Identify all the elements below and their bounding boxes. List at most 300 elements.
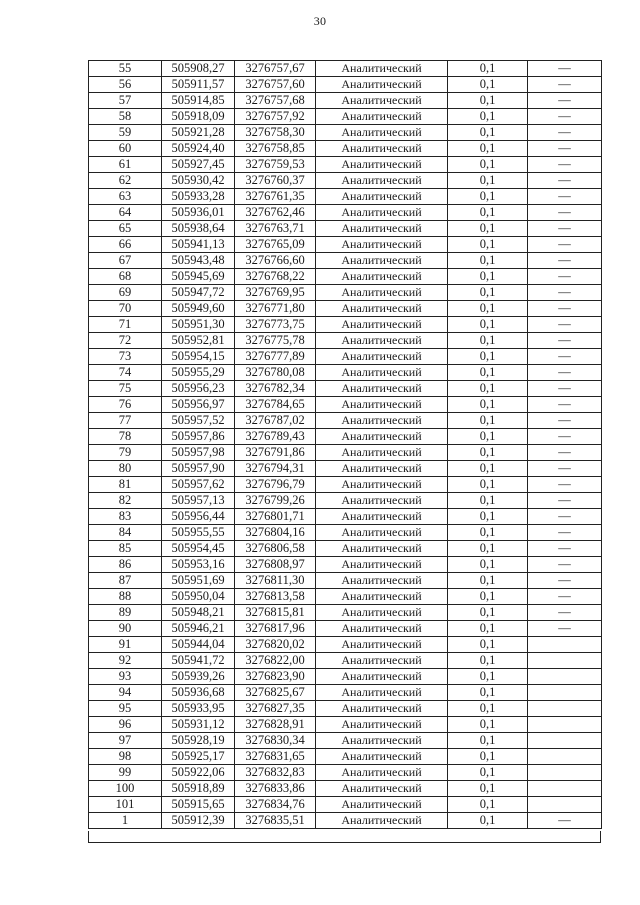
table-row [89,189,602,205]
note-cell: — [528,509,602,525]
accuracy-cell: 0,1 [448,333,528,349]
table-row [89,237,602,253]
note-cell [528,797,602,813]
method-cell: Аналитический [316,157,448,173]
method-cell: Аналитический [316,381,448,397]
accuracy-cell: 0,1 [448,61,528,77]
x-coordinate-cell: 505948,21 [162,605,235,621]
note-cell: — [528,93,602,109]
note-cell [528,749,602,765]
y-coordinate-cell: 3276768,22 [235,269,316,285]
method-cell: Аналитический [316,461,448,477]
accuracy-cell: 0,1 [448,349,528,365]
x-coordinate-cell: 505911,57 [162,77,235,93]
accuracy-cell: 0,1 [448,173,528,189]
accuracy-cell: 0,1 [448,253,528,269]
point-number-cell: 94 [89,685,162,701]
method-cell: Аналитический [316,173,448,189]
table-row [89,589,602,605]
method-cell: Аналитический [316,269,448,285]
point-number-cell: 93 [89,669,162,685]
y-coordinate-cell: 3276757,68 [235,93,316,109]
x-coordinate-cell: 505922,06 [162,765,235,781]
x-coordinate-cell: 505936,01 [162,205,235,221]
accuracy-cell: 0,1 [448,285,528,301]
note-cell: — [528,397,602,413]
accuracy-cell: 0,1 [448,429,528,445]
x-coordinate-cell: 505949,60 [162,301,235,317]
method-cell: Аналитический [316,685,448,701]
method-cell: Аналитический [316,333,448,349]
table-row [89,701,602,717]
point-number-cell: 95 [89,701,162,717]
table-row [89,77,602,93]
x-coordinate-cell: 505955,29 [162,365,235,381]
note-cell [528,653,602,669]
note-cell [528,685,602,701]
note-cell: — [528,333,602,349]
point-number-cell: 80 [89,461,162,477]
coordinates-table-body [89,61,602,829]
table-row [89,381,602,397]
y-coordinate-cell: 3276804,16 [235,525,316,541]
x-coordinate-cell: 505955,55 [162,525,235,541]
note-cell: — [528,461,602,477]
table-row [89,717,602,733]
table-row [89,269,602,285]
table-row [89,733,602,749]
x-coordinate-cell: 505943,48 [162,253,235,269]
method-cell: Аналитический [316,221,448,237]
method-cell: Аналитический [316,109,448,125]
x-coordinate-cell: 505924,40 [162,141,235,157]
method-cell: Аналитический [316,781,448,797]
point-number-cell: 78 [89,429,162,445]
method-cell: Аналитический [316,765,448,781]
accuracy-cell: 0,1 [448,125,528,141]
y-coordinate-cell: 3276765,09 [235,237,316,253]
point-number-cell: 74 [89,365,162,381]
accuracy-cell: 0,1 [448,205,528,221]
accuracy-cell: 0,1 [448,317,528,333]
point-number-cell: 99 [89,765,162,781]
table-row [89,797,602,813]
accuracy-cell: 0,1 [448,157,528,173]
method-cell: Аналитический [316,301,448,317]
y-coordinate-cell: 3276808,97 [235,557,316,573]
point-number-cell: 73 [89,349,162,365]
accuracy-cell: 0,1 [448,749,528,765]
y-coordinate-cell: 3276757,92 [235,109,316,125]
note-cell: — [528,157,602,173]
note-cell: — [528,173,602,189]
y-coordinate-cell: 3276794,31 [235,461,316,477]
table-row [89,349,602,365]
note-cell: — [528,189,602,205]
method-cell: Аналитический [316,77,448,93]
y-coordinate-cell: 3276823,90 [235,669,316,685]
accuracy-cell: 0,1 [448,189,528,205]
x-coordinate-cell: 505939,26 [162,669,235,685]
method-cell: Аналитический [316,413,448,429]
note-cell: — [528,445,602,461]
point-number-cell: 92 [89,653,162,669]
table-row [89,429,602,445]
method-cell: Аналитический [316,797,448,813]
y-coordinate-cell: 3276796,79 [235,477,316,493]
y-coordinate-cell: 3276757,60 [235,77,316,93]
method-cell: Аналитический [316,93,448,109]
y-coordinate-cell: 3276761,35 [235,189,316,205]
table-row [89,477,602,493]
note-cell: — [528,237,602,253]
table-row [89,653,602,669]
y-coordinate-cell: 3276762,46 [235,205,316,221]
point-number-cell: 85 [89,541,162,557]
point-number-cell: 70 [89,301,162,317]
method-cell: Аналитический [316,525,448,541]
point-number-cell: 68 [89,269,162,285]
table-row [89,317,602,333]
note-cell: — [528,317,602,333]
method-cell: Аналитический [316,205,448,221]
table-row [89,109,602,125]
point-number-cell: 66 [89,237,162,253]
y-coordinate-cell: 3276791,86 [235,445,316,461]
x-coordinate-cell: 505952,81 [162,333,235,349]
x-coordinate-cell: 505946,21 [162,621,235,637]
table-row [89,285,602,301]
x-coordinate-cell: 505945,69 [162,269,235,285]
point-number-cell: 98 [89,749,162,765]
y-coordinate-cell: 3276825,67 [235,685,316,701]
point-number-cell: 87 [89,573,162,589]
note-cell: — [528,349,602,365]
y-coordinate-cell: 3276832,83 [235,765,316,781]
note-cell: — [528,61,602,77]
accuracy-cell: 0,1 [448,77,528,93]
accuracy-cell: 0,1 [448,445,528,461]
note-cell: — [528,269,602,285]
y-coordinate-cell: 3276817,96 [235,621,316,637]
accuracy-cell: 0,1 [448,589,528,605]
y-coordinate-cell: 3276758,30 [235,125,316,141]
page-number: 30 [313,14,327,28]
method-cell: Аналитический [316,493,448,509]
method-cell: Аналитический [316,557,448,573]
method-cell: Аналитический [316,141,448,157]
table-row [89,397,602,413]
note-cell [528,669,602,685]
y-coordinate-cell: 3276784,65 [235,397,316,413]
x-coordinate-cell: 505930,42 [162,173,235,189]
x-coordinate-cell: 505954,15 [162,349,235,365]
table-row [89,557,602,573]
note-cell: — [528,285,602,301]
accuracy-cell: 0,1 [448,141,528,157]
x-coordinate-cell: 505957,90 [162,461,235,477]
accuracy-cell: 0,1 [448,93,528,109]
method-cell: Аналитический [316,349,448,365]
point-number-cell: 59 [89,125,162,141]
accuracy-cell: 0,1 [448,109,528,125]
table-row [89,253,602,269]
y-coordinate-cell: 3276766,60 [235,253,316,269]
point-number-cell: 82 [89,493,162,509]
y-coordinate-cell: 3276820,02 [235,637,316,653]
method-cell: Аналитический [316,701,448,717]
table-row [89,813,602,829]
x-coordinate-cell: 505947,72 [162,285,235,301]
note-cell: — [528,253,602,269]
point-number-cell: 62 [89,173,162,189]
note-cell: — [528,301,602,317]
accuracy-cell: 0,1 [448,573,528,589]
method-cell: Аналитический [316,653,448,669]
x-coordinate-cell: 505921,28 [162,125,235,141]
x-coordinate-cell: 505953,16 [162,557,235,573]
note-cell: — [528,525,602,541]
accuracy-cell: 0,1 [448,461,528,477]
table-row [89,685,602,701]
accuracy-cell: 0,1 [448,717,528,733]
y-coordinate-cell: 3276822,00 [235,653,316,669]
method-cell: Аналитический [316,429,448,445]
x-coordinate-cell: 505957,86 [162,429,235,445]
accuracy-cell: 0,1 [448,221,528,237]
x-coordinate-cell: 505956,23 [162,381,235,397]
table-row [89,525,602,541]
method-cell: Аналитический [316,285,448,301]
note-cell: — [528,125,602,141]
table-row [89,125,602,141]
table-bottom-empty-row [88,831,601,843]
accuracy-cell: 0,1 [448,541,528,557]
method-cell: Аналитический [316,477,448,493]
coordinates-table [88,60,602,829]
y-coordinate-cell: 3276813,58 [235,589,316,605]
y-coordinate-cell: 3276759,53 [235,157,316,173]
x-coordinate-cell: 505944,04 [162,637,235,653]
table-row [89,493,602,509]
y-coordinate-cell: 3276771,80 [235,301,316,317]
x-coordinate-cell: 505918,09 [162,109,235,125]
table-row [89,637,602,653]
table-row [89,509,602,525]
x-coordinate-cell: 505933,28 [162,189,235,205]
table-row [89,61,602,77]
y-coordinate-cell: 3276799,26 [235,493,316,509]
x-coordinate-cell: 505918,89 [162,781,235,797]
accuracy-cell: 0,1 [448,637,528,653]
note-cell: — [528,813,602,829]
method-cell: Аналитический [316,237,448,253]
note-cell: — [528,477,602,493]
accuracy-cell: 0,1 [448,365,528,381]
point-number-cell: 71 [89,317,162,333]
x-coordinate-cell: 505957,62 [162,477,235,493]
x-coordinate-cell: 505927,45 [162,157,235,173]
note-cell: — [528,589,602,605]
point-number-cell: 77 [89,413,162,429]
accuracy-cell: 0,1 [448,493,528,509]
table-row [89,333,602,349]
method-cell: Аналитический [316,61,448,77]
note-cell: — [528,205,602,221]
point-number-cell: 64 [89,205,162,221]
table-row [89,541,602,557]
table-row [89,765,602,781]
note-cell [528,637,602,653]
x-coordinate-cell: 505912,39 [162,813,235,829]
accuracy-cell: 0,1 [448,669,528,685]
method-cell: Аналитический [316,397,448,413]
x-coordinate-cell: 505936,68 [162,685,235,701]
method-cell: Аналитический [316,253,448,269]
point-number-cell: 56 [89,77,162,93]
table-row [89,781,602,797]
point-number-cell: 96 [89,717,162,733]
table-row [89,445,602,461]
table-row [89,205,602,221]
method-cell: Аналитический [316,125,448,141]
x-coordinate-cell: 505950,04 [162,589,235,605]
method-cell: Аналитический [316,573,448,589]
accuracy-cell: 0,1 [448,685,528,701]
point-number-cell: 75 [89,381,162,397]
method-cell: Аналитический [316,637,448,653]
point-number-cell: 81 [89,477,162,493]
table-row [89,93,602,109]
note-cell: — [528,557,602,573]
table-row [89,573,602,589]
table-row [89,141,602,157]
table-row [89,749,602,765]
x-coordinate-cell: 505957,98 [162,445,235,461]
table-row [89,365,602,381]
point-number-cell: 57 [89,93,162,109]
method-cell: Аналитический [316,733,448,749]
note-cell [528,733,602,749]
point-number-cell: 79 [89,445,162,461]
accuracy-cell: 0,1 [448,733,528,749]
point-number-cell: 61 [89,157,162,173]
y-coordinate-cell: 3276833,86 [235,781,316,797]
accuracy-cell: 0,1 [448,397,528,413]
method-cell: Аналитический [316,813,448,829]
y-coordinate-cell: 3276831,65 [235,749,316,765]
note-cell [528,765,602,781]
accuracy-cell: 0,1 [448,797,528,813]
y-coordinate-cell: 3276828,91 [235,717,316,733]
y-coordinate-cell: 3276789,43 [235,429,316,445]
accuracy-cell: 0,1 [448,653,528,669]
y-coordinate-cell: 3276782,34 [235,381,316,397]
y-coordinate-cell: 3276780,08 [235,365,316,381]
point-number-cell: 100 [89,781,162,797]
y-coordinate-cell: 3276757,67 [235,61,316,77]
x-coordinate-cell: 505914,85 [162,93,235,109]
method-cell: Аналитический [316,621,448,637]
point-number-cell: 101 [89,797,162,813]
point-number-cell: 76 [89,397,162,413]
point-number-cell: 83 [89,509,162,525]
x-coordinate-cell: 505957,13 [162,493,235,509]
accuracy-cell: 0,1 [448,765,528,781]
accuracy-cell: 0,1 [448,269,528,285]
note-cell [528,717,602,733]
x-coordinate-cell: 505951,30 [162,317,235,333]
y-coordinate-cell: 3276811,30 [235,573,316,589]
x-coordinate-cell: 505928,19 [162,733,235,749]
table-row [89,413,602,429]
point-number-cell: 84 [89,525,162,541]
y-coordinate-cell: 3276760,37 [235,173,316,189]
method-cell: Аналитический [316,669,448,685]
y-coordinate-cell: 3276769,95 [235,285,316,301]
point-number-cell: 69 [89,285,162,301]
x-coordinate-cell: 505956,44 [162,509,235,525]
y-coordinate-cell: 3276777,89 [235,349,316,365]
method-cell: Аналитический [316,445,448,461]
point-number-cell: 86 [89,557,162,573]
note-cell: — [528,541,602,557]
note-cell: — [528,429,602,445]
point-number-cell: 67 [89,253,162,269]
table-row [89,221,602,237]
note-cell: — [528,77,602,93]
accuracy-cell: 0,1 [448,381,528,397]
method-cell: Аналитический [316,589,448,605]
y-coordinate-cell: 3276827,35 [235,701,316,717]
point-number-cell: 88 [89,589,162,605]
y-coordinate-cell: 3276835,51 [235,813,316,829]
y-coordinate-cell: 3276806,58 [235,541,316,557]
note-cell: — [528,365,602,381]
y-coordinate-cell: 3276787,02 [235,413,316,429]
accuracy-cell: 0,1 [448,301,528,317]
accuracy-cell: 0,1 [448,605,528,621]
method-cell: Аналитический [316,717,448,733]
point-number-cell: 65 [89,221,162,237]
accuracy-cell: 0,1 [448,781,528,797]
table-row [89,669,602,685]
x-coordinate-cell: 505938,64 [162,221,235,237]
point-number-cell: 90 [89,621,162,637]
note-cell: — [528,109,602,125]
point-number-cell: 63 [89,189,162,205]
accuracy-cell: 0,1 [448,621,528,637]
method-cell: Аналитический [316,509,448,525]
note-cell: — [528,605,602,621]
method-cell: Аналитический [316,317,448,333]
x-coordinate-cell: 505941,13 [162,237,235,253]
method-cell: Аналитический [316,365,448,381]
y-coordinate-cell: 3276763,71 [235,221,316,237]
note-cell: — [528,621,602,637]
accuracy-cell: 0,1 [448,237,528,253]
x-coordinate-cell: 505925,17 [162,749,235,765]
y-coordinate-cell: 3276815,81 [235,605,316,621]
table-row [89,157,602,173]
note-cell: — [528,493,602,509]
x-coordinate-cell: 505957,52 [162,413,235,429]
method-cell: Аналитический [316,605,448,621]
accuracy-cell: 0,1 [448,813,528,829]
point-number-cell: 89 [89,605,162,621]
table-row [89,461,602,477]
x-coordinate-cell: 505954,45 [162,541,235,557]
